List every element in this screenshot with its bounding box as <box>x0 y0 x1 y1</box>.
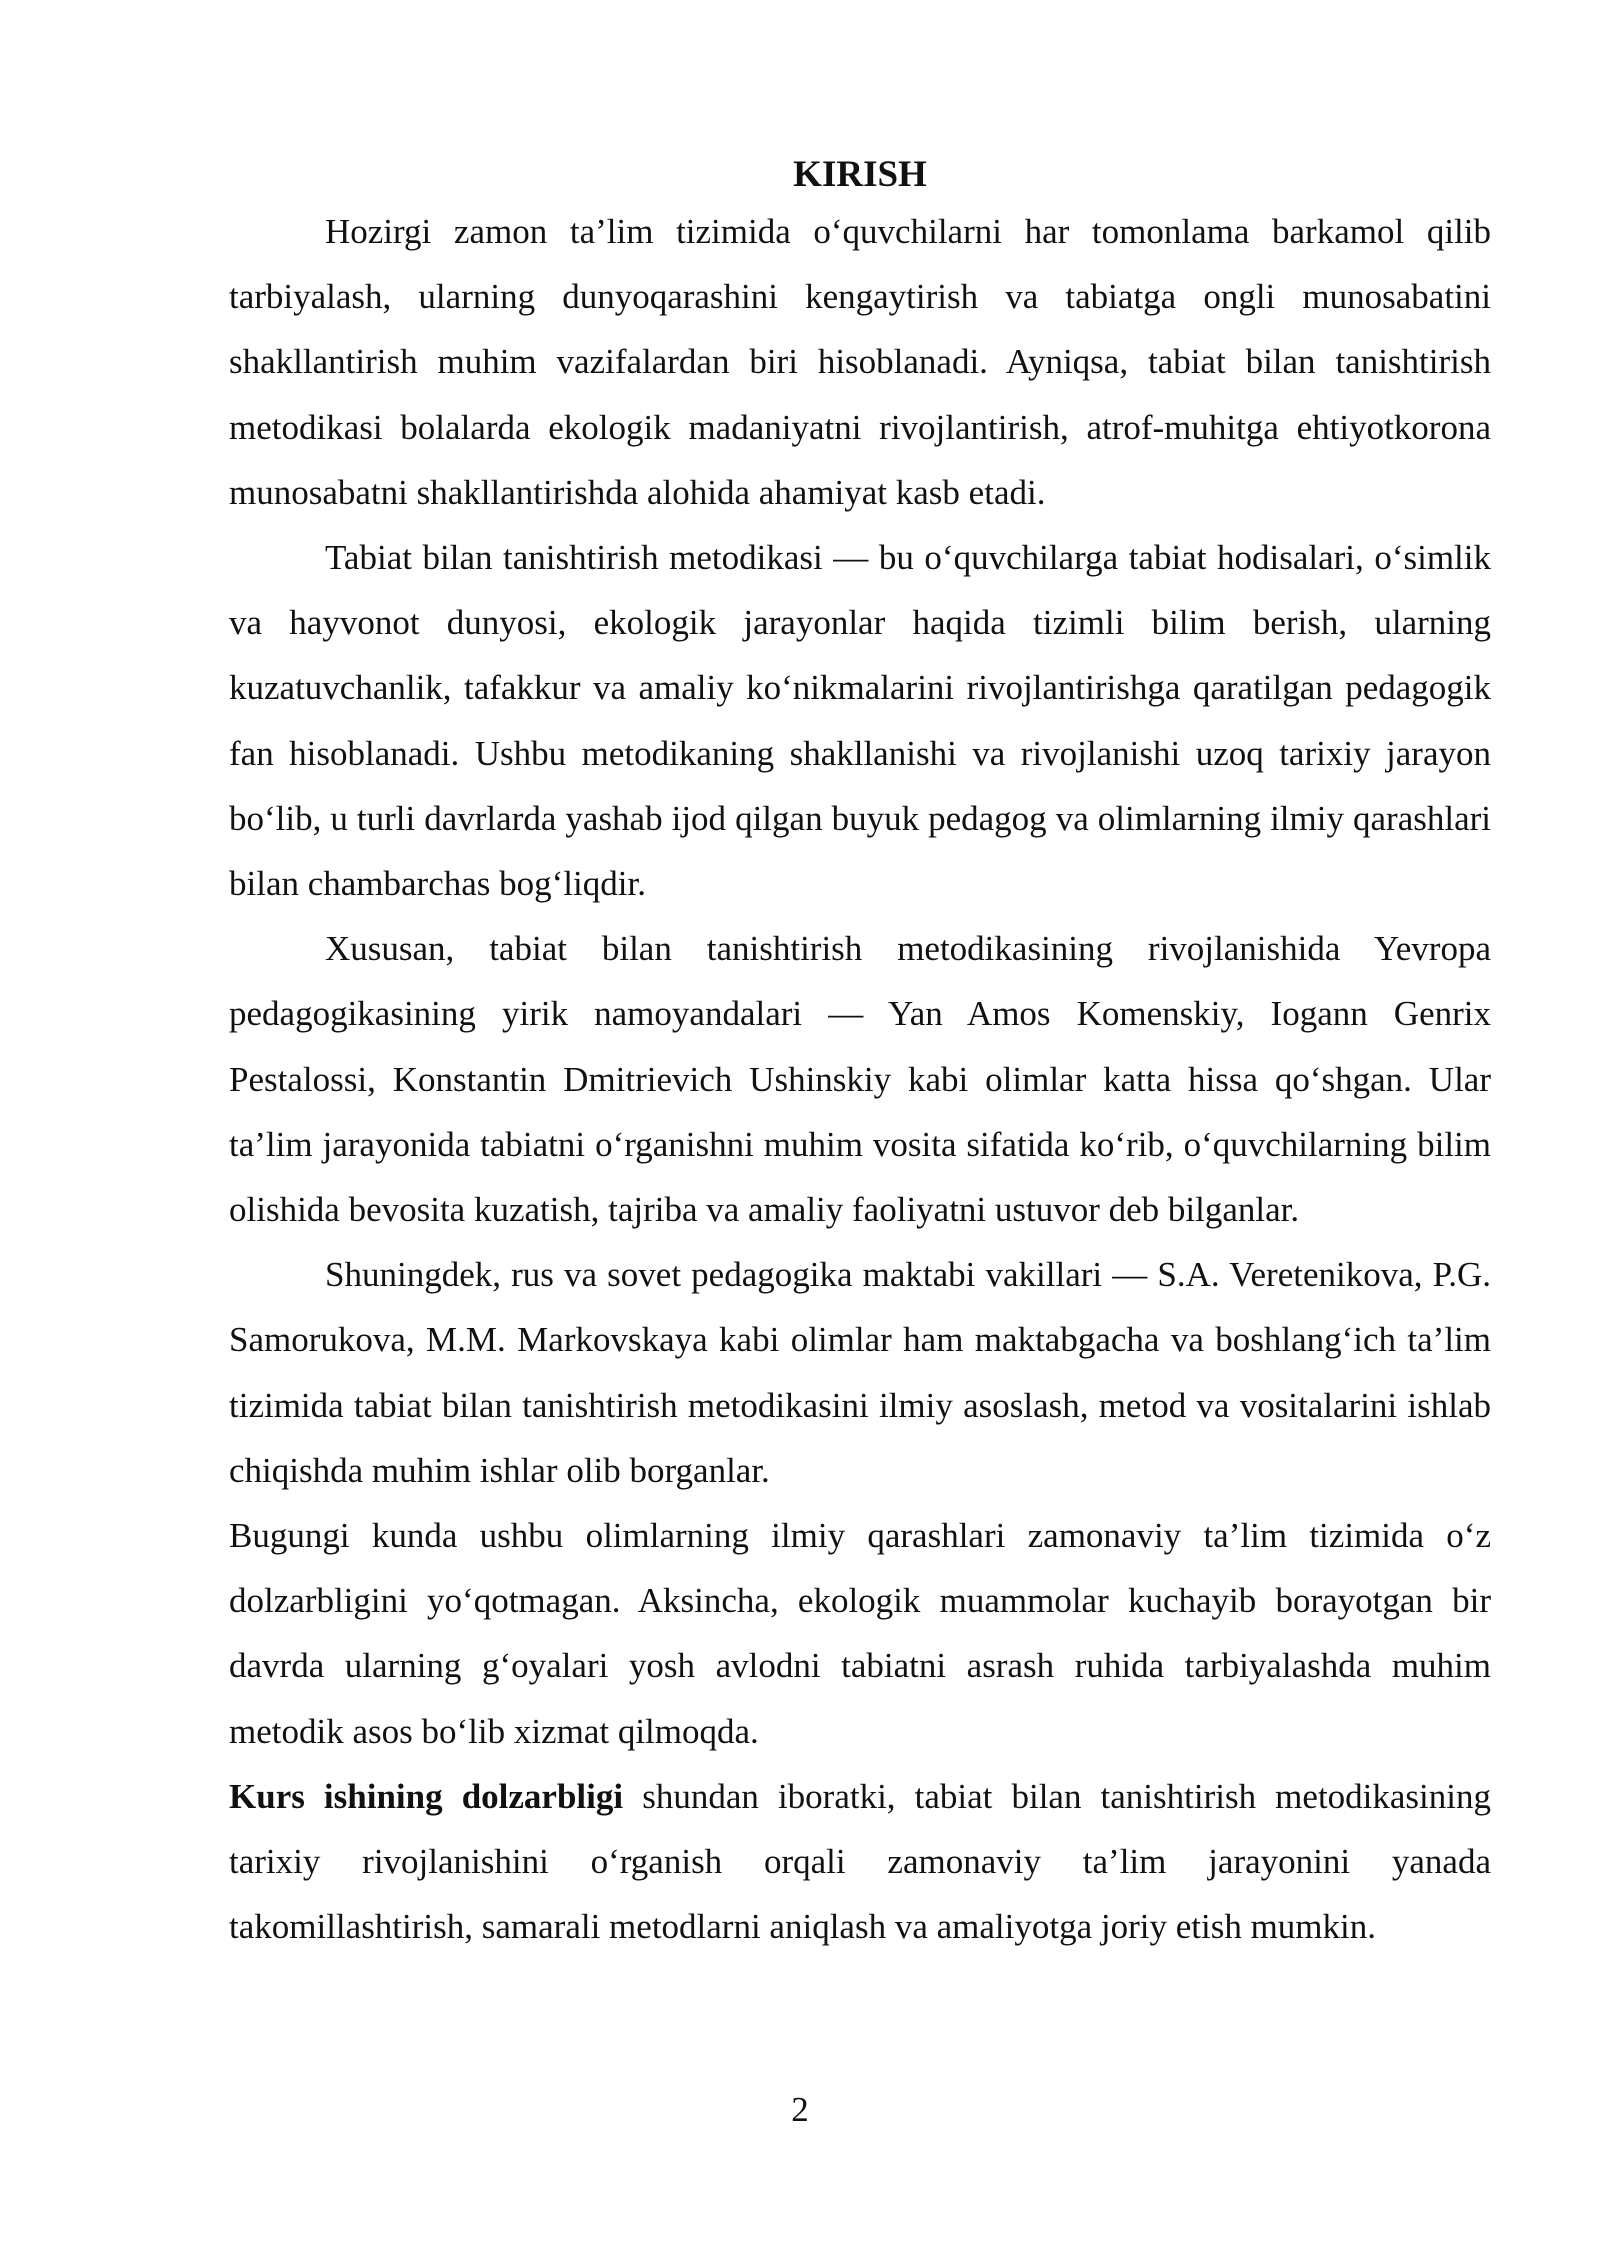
page-number: 2 <box>791 2090 809 2129</box>
paragraph-intro: Hozirgi zamon ta’lim tizimida o‘quvchilarni har tomonlama barkamol qilib tarbiyalash, ularning dunyoqarashini kengaytirish va tabiatga ongli munosabatini shakllantirish muhim vazifalardan biri hisoblanadi. Ayniqsa, tabiat bilan tanishtirish metodikasi bolalarda ekologik madaniyatni rivojlantirish, atrof-muhitga ehtiyotkorona munosabatni shakllantirishda alohida ahamiyat kasb etadi. <box>229 212 1491 512</box>
page-title: KIRISH <box>793 154 927 195</box>
relevance-lead: Kurs ishining dolzarbligi <box>229 1776 624 1816</box>
paragraph-soviet-scholars: Shuningdek, rus va sovet pedagogika maktabi vakillari — S.A. Veretenikova, P.G. Samorukova, M.M. Markovskaya kabi olimlar ham maktabgacha va boshlang‘ich ta’lim tizimida tabiat bilan tanishtirish metodikasini ilmiy asoslash, metod va vositalarini ishlab chiqishda muhim ishlar olib borganlar. <box>229 1255 1491 1490</box>
paragraph-today: Bugungi kunda ushbu olimlarning ilmiy qarashlari zamonaviy ta’lim tizimida o‘z dolzarbligini yo‘qotmagan. Aksincha, ekologik muammolar kuchayib borayotgan bir davrda ularning g‘oyalari yosh avlodni tabiatni asrash ruhida tarbiyalashda muhim metodik asos bo‘lib xizmat qilmoqda. <box>229 1516 1491 1751</box>
paragraph-relevance <box>229 1764 1491 1960</box>
paragraph-european-scholars: Xususan, tabiat bilan tanishtirish metodikasining rivojlanishida Yevropa pedagogikasining yirik namoyandalari — Yan Amos Komenskiy, Iogann Genrix Pestalossi, Konstantin Dmitrievich Ushinskiy kabi olimlar katta hissa qo‘shgan. Ular ta’lim jarayonida tabiatni o‘rganishni muhim vosita sifatida ko‘rib, o‘quvchilarning bilim olishida bevosita kuzatish, tajriba va amaliy faoliyatni ustuvor deb bilganlar. <box>229 929 1491 1230</box>
paragraph-methodology: Tabiat bilan tanishtirish metodikasi — bu o‘quvchilarga tabiat hodisalari, o‘simlik va hayvonot dunyosi, ekologik jarayonlar haqida tizimli bilim berish, ularning kuzatuvchanlik, tafakkur va amaliy ko‘nikmalarini rivojlantirishga qaratilgan pedagogik fan hisoblanadi. Ushbu metodikaning shakllanishi va rivojlanishi uzoq tarixiy jarayon bo‘lib, u turli davrlarda yashab ijod qilgan buyuk pedagog va olimlarning ilmiy qarashlari bilan chambarchas bog‘liqdir. <box>229 538 1491 904</box>
relevance-text: shundan iboratki, tabiat bilan tanishtirish metodikasining tarixiy rivojlanishini o‘rganish orqali zamonaviy ta’lim jarayonini yanada takomillashtirish, samarali metodlarni aniqlash va amaliyotga joriy etish mumkin. <box>229 1776 1491 1947</box>
page-content <box>229 150 1491 1959</box>
